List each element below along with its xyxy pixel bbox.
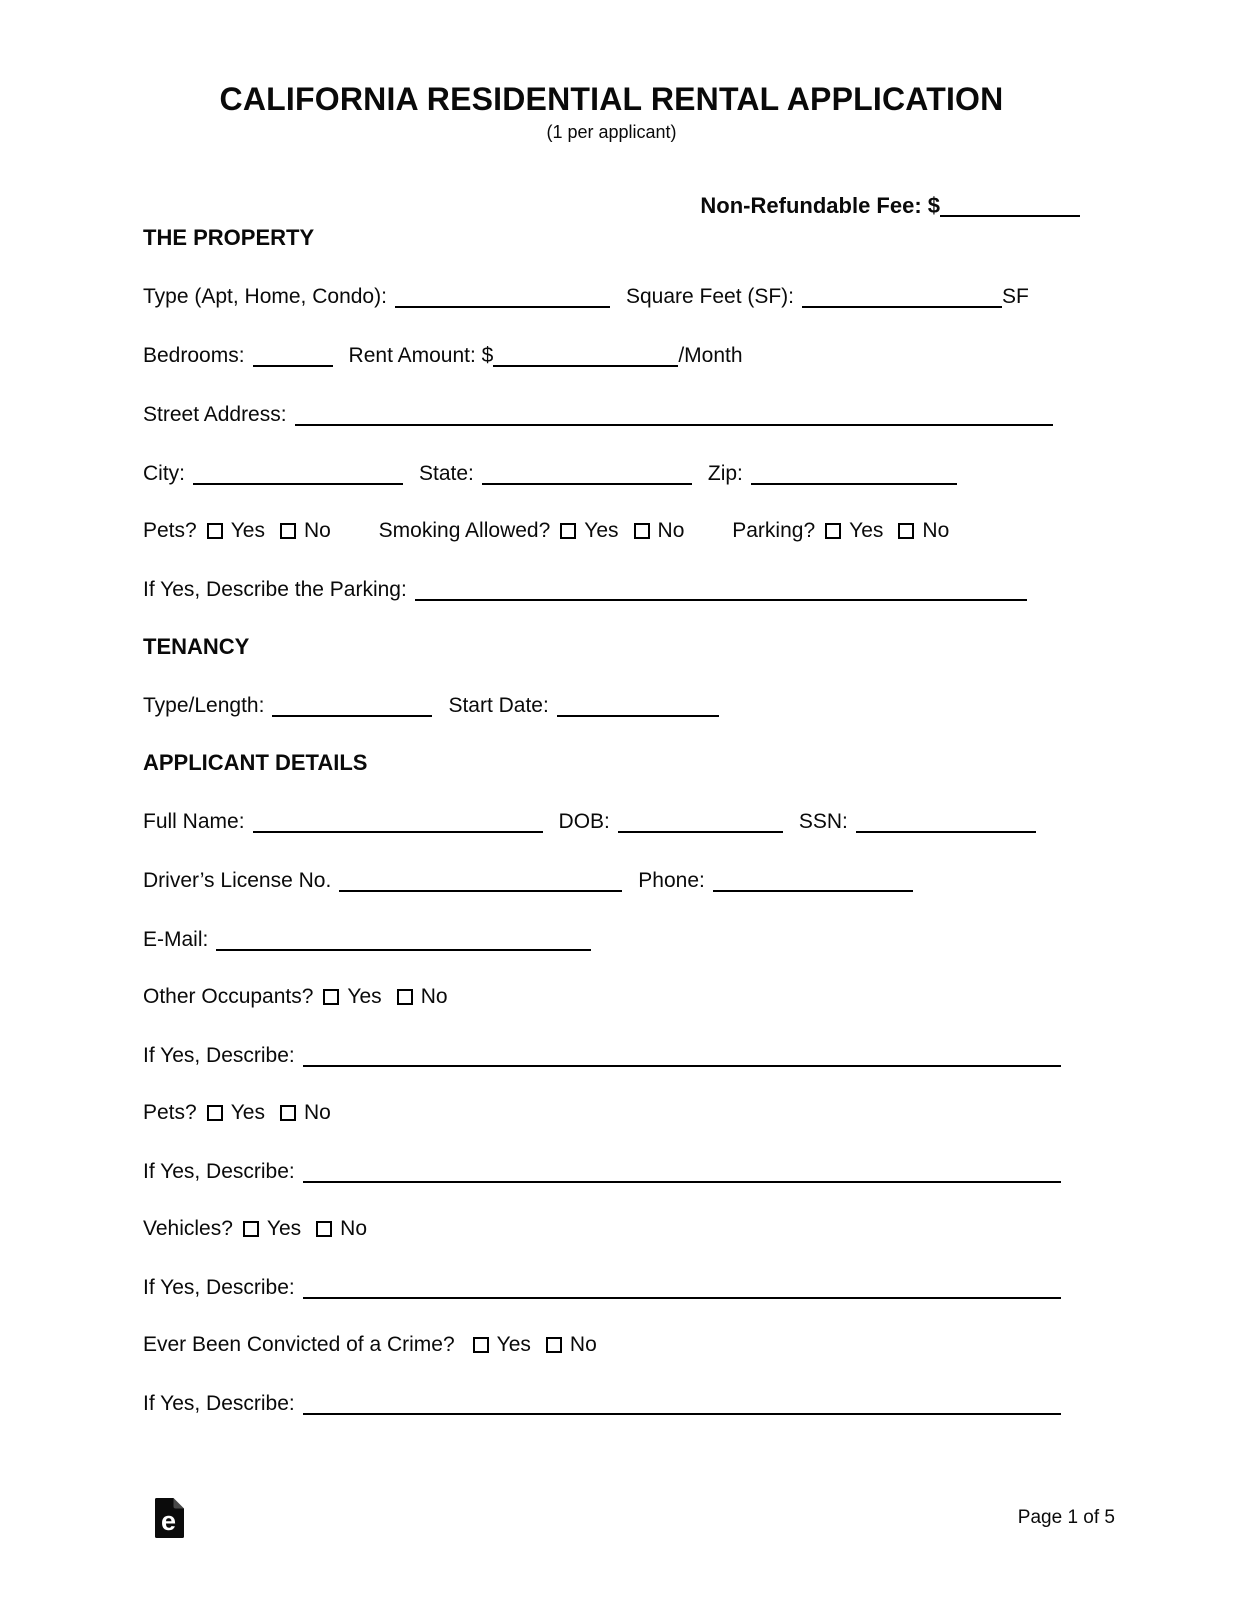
crime-yes-checkbox[interactable] [473, 1337, 489, 1353]
state-field[interactable] [482, 459, 692, 485]
document-subtitle: (1 per applicant) [546, 122, 677, 143]
crime-yes-label: Yes [496, 1333, 531, 1357]
occupants-yes-label: Yes [347, 985, 382, 1009]
non-refundable-fee-label: Non-Refundable Fee: $ [700, 193, 940, 219]
phone-field[interactable] [713, 866, 913, 892]
parking-yes-checkbox[interactable] [825, 523, 841, 539]
occupants-question: Other Occupants? [143, 985, 314, 1009]
bedrooms-field[interactable] [253, 341, 333, 367]
phone-label: Phone: [638, 869, 705, 893]
smoking-no-label: No [657, 519, 685, 543]
applicant-pets-row [143, 1100, 1080, 1126]
license-phone-row [143, 866, 1080, 894]
bedrooms-label: Bedrooms: [143, 344, 245, 368]
occupants-no-checkbox[interactable] [397, 989, 413, 1005]
state-label: State: [419, 462, 474, 486]
bedrooms-rent-row [143, 341, 1080, 369]
other-occupants-row [143, 984, 1080, 1010]
start-date-field[interactable] [557, 691, 719, 717]
square-feet-suffix: SF [1002, 285, 1029, 309]
page-number: Page 1 of 5 [1017, 1507, 1115, 1528]
pets-describe-field[interactable] [303, 1157, 1061, 1183]
pets-smoking-parking-row [143, 518, 1080, 544]
parking-describe-field[interactable] [415, 575, 1027, 601]
crime-question: Ever Been Convicted of a Crime? [143, 1333, 455, 1357]
name-dob-ssn-row [143, 807, 1080, 835]
occupants-no-label: No [420, 985, 448, 1009]
email-row [143, 925, 1080, 953]
rent-amount-label: Rent Amount: $ [348, 344, 494, 368]
applicant-section-heading: APPLICANT DETAILS [143, 750, 368, 776]
pets-describe-row [143, 1157, 1080, 1185]
applicant-pets-question: Pets? [143, 1101, 197, 1125]
vehicles-no-label: No [340, 1217, 368, 1241]
property-pets-no-label: No [303, 519, 331, 543]
full-name-field[interactable] [253, 807, 543, 833]
dob-field[interactable] [618, 807, 783, 833]
occupants-describe-label: If Yes, Describe: [143, 1044, 295, 1068]
ssn-field[interactable] [856, 807, 1036, 833]
crime-no-label: No [569, 1333, 597, 1357]
tenancy-row [143, 691, 1080, 719]
applicant-pets-yes-label: Yes [230, 1101, 265, 1125]
zip-label: Zip: [707, 462, 743, 486]
vehicles-yes-label: Yes [266, 1217, 302, 1241]
type-sqft-row [143, 282, 1080, 310]
type-length-label: Type/Length: [143, 694, 265, 718]
occupants-yes-checkbox[interactable] [323, 989, 339, 1005]
parking-describe-row [143, 575, 1080, 603]
full-name-label: Full Name: [143, 810, 245, 834]
page-footer [155, 1498, 1115, 1538]
smoking-no-checkbox[interactable] [634, 523, 650, 539]
street-address-label: Street Address: [143, 403, 287, 427]
drivers-license-label: Driver’s License No. [143, 869, 332, 893]
property-pets-yes-label: Yes [230, 519, 265, 543]
occupants-describe-row [143, 1041, 1080, 1069]
tenancy-section-heading: TENANCY [143, 634, 250, 660]
property-pets-group [143, 519, 337, 542]
document-title: CALIFORNIA RESIDENTIAL RENTAL APPLICATION [219, 81, 1004, 117]
property-pets-question: Pets? [143, 519, 197, 543]
eforms-logo-icon [155, 1498, 184, 1538]
start-date-label: Start Date: [448, 694, 549, 718]
smoking-yes-label: Yes [584, 519, 619, 543]
pets-describe-label: If Yes, Describe: [143, 1160, 295, 1184]
crime-describe-field[interactable] [303, 1389, 1061, 1415]
vehicles-describe-label: If Yes, Describe: [143, 1276, 295, 1300]
rent-amount-field[interactable] [493, 341, 678, 367]
smoking-group [379, 519, 691, 542]
city-label: City: [143, 462, 185, 486]
rent-period-suffix: /Month [678, 344, 743, 368]
email-label: E-Mail: [143, 928, 209, 952]
smoking-yes-checkbox[interactable] [560, 523, 576, 539]
property-type-field[interactable] [395, 282, 610, 308]
smoking-question: Smoking Allowed? [378, 519, 551, 543]
non-refundable-fee-row [143, 193, 1080, 219]
city-state-zip-row [143, 459, 1080, 487]
property-pets-yes-checkbox[interactable] [207, 523, 223, 539]
zip-field[interactable] [751, 459, 957, 485]
dob-label: DOB: [558, 810, 610, 834]
occupants-describe-field[interactable] [303, 1041, 1061, 1067]
non-refundable-fee-field[interactable] [940, 193, 1080, 217]
crime-no-checkbox[interactable] [546, 1337, 562, 1353]
vehicles-row [143, 1216, 1080, 1242]
vehicles-describe-row [143, 1273, 1080, 1301]
square-feet-label: Square Feet (SF): [625, 285, 795, 309]
parking-no-checkbox[interactable] [898, 523, 914, 539]
property-section-heading: THE PROPERTY [143, 225, 315, 251]
parking-yes-label: Yes [849, 519, 884, 543]
applicant-pets-no-checkbox[interactable] [280, 1105, 296, 1121]
property-type-label: Type (Apt, Home, Condo): [143, 285, 387, 309]
type-length-field[interactable] [272, 691, 432, 717]
property-pets-no-checkbox[interactable] [280, 523, 296, 539]
parking-describe-label: If Yes, Describe the Parking: [143, 578, 407, 602]
crime-describe-label: If Yes, Describe: [143, 1392, 295, 1416]
street-address-row [143, 400, 1080, 428]
applicant-pets-no-label: No [303, 1101, 331, 1125]
square-feet-field[interactable] [802, 282, 1002, 308]
street-address-field[interactable] [295, 400, 1053, 426]
vehicles-yes-checkbox[interactable] [243, 1221, 259, 1237]
applicant-pets-yes-checkbox[interactable] [207, 1105, 223, 1121]
crime-describe-row [143, 1389, 1080, 1417]
vehicles-question: Vehicles? [143, 1217, 233, 1241]
city-field[interactable] [193, 459, 403, 485]
ssn-label: SSN: [798, 810, 848, 834]
crime-row [143, 1332, 1080, 1358]
parking-no-label: No [922, 519, 950, 543]
parking-question: Parking? [732, 519, 816, 543]
parking-group [732, 519, 949, 542]
vehicles-describe-field[interactable] [303, 1273, 1061, 1299]
email-field[interactable] [216, 925, 591, 951]
vehicles-no-checkbox[interactable] [316, 1221, 332, 1237]
eforms-logo-letter: e [160, 1506, 177, 1536]
drivers-license-field[interactable] [339, 866, 622, 892]
